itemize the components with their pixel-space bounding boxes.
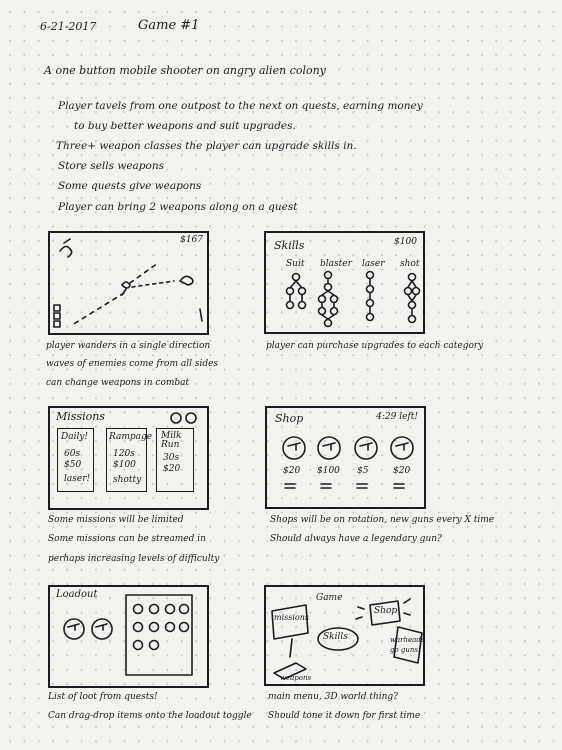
note-line: Three+ weapon classes the player can upgrade skills in.: [56, 140, 357, 152]
caption-line: Some missions will be limited: [48, 515, 184, 525]
currency-icon: [186, 413, 196, 423]
mission-card-name: Rampage: [109, 432, 153, 442]
game-scene-drawing: [50, 233, 211, 337]
loadout-drawing: [50, 587, 211, 690]
shop-price: $100: [317, 466, 340, 476]
warheads-sign: [394, 627, 422, 663]
caption-line: can change weapons in combat: [46, 378, 190, 388]
note-line: Player can bring 2 weapons along on a quest: [58, 201, 298, 213]
gun-icon: [283, 437, 305, 459]
game-screen-sketch: [48, 231, 209, 335]
caption-line: Shops will be on rotation, new guns every X time: [270, 515, 495, 525]
shop-price: $20: [393, 466, 411, 476]
tick-mark: [200, 309, 202, 321]
shot-line: [132, 281, 174, 287]
shop-timer: 4:29 left!: [376, 412, 418, 422]
mission-card-name: Milk Run: [161, 431, 182, 450]
caption-line: main menu, 3D world thing?: [268, 692, 399, 702]
mission-card-line: 30s: [163, 453, 180, 463]
mission-card: [106, 428, 153, 492]
world-guns-label: go guns!: [390, 646, 421, 654]
caption-line: waves of enemies come from all sides: [46, 359, 219, 369]
mission-card-line: $20: [163, 464, 181, 474]
world-shop-label: Shop: [374, 606, 398, 616]
gun-icon: [64, 619, 84, 639]
gun-icon: [391, 437, 413, 459]
caption-line: Should tone it down for first time: [268, 711, 421, 721]
missions-screen-sketch: [48, 406, 209, 510]
mission-card: [156, 428, 194, 492]
skill-tree-laser: [367, 272, 374, 321]
gun-icon: [355, 437, 377, 459]
mission-card-line: laser!: [64, 474, 91, 484]
money-label: $167: [180, 235, 203, 245]
weapon-slot-icon: [54, 313, 60, 319]
world-missions-label: missions: [274, 613, 309, 622]
note-line: to buy better weapons and suit upgrades.: [74, 120, 296, 132]
mission-card-line: $100: [113, 460, 136, 470]
shop-price: $5: [357, 466, 369, 476]
caption-line: player wanders in a single direction: [46, 341, 211, 351]
skill-column-label: laser: [362, 259, 385, 269]
shot-line: [72, 293, 124, 325]
world-game-label: Game: [316, 593, 343, 603]
note-line: Some quests give weapons: [58, 180, 202, 192]
caption-line: Can drag-drop items onto the loadout toggle: [48, 711, 252, 721]
caption-line: perhaps increasing levels of difficulty: [48, 554, 220, 564]
skill-trees-drawing: [266, 233, 427, 336]
page-subtitle: A one button mobile shooter on angry alien colony: [44, 64, 326, 77]
enemy-icon: [180, 276, 193, 285]
world-warheads-label: warheads: [390, 636, 425, 644]
mission-card-line: $50: [64, 460, 82, 470]
page-title: Game #1: [138, 18, 200, 33]
mission-card-line: 60s: [64, 449, 81, 459]
skill-tree-shot: [405, 274, 420, 323]
gun-icon: [318, 437, 340, 459]
currency-icon: [171, 413, 181, 423]
skills-title: Skills: [274, 239, 305, 252]
note-line: Player tavels from one outpost to the next on quests, earning money: [58, 100, 423, 112]
weapon-slot-icon: [54, 305, 60, 311]
caption-line: Some missions can be streamed in: [48, 534, 206, 544]
date-label: 6-21-2017: [40, 20, 97, 33]
shop-price: $20: [283, 466, 301, 476]
gun-icon: [92, 619, 112, 639]
skill-tree-blaster: [319, 272, 338, 327]
skill-tree-suit: [287, 274, 306, 309]
missions-title: Missions: [56, 410, 105, 423]
shop-screen-sketch: [265, 406, 426, 509]
note-line: Store sells weapons: [58, 160, 165, 172]
weapon-slot-icon: [54, 321, 60, 327]
loot-grid-frame: [126, 595, 192, 675]
shop-items-drawing: [267, 408, 428, 511]
stat-lines: [285, 484, 404, 488]
skills-screen-sketch: [264, 231, 425, 334]
enemy-icon: [60, 239, 72, 257]
loadout-title: Loadout: [56, 589, 98, 600]
money-label: $100: [394, 237, 417, 247]
mission-card-line: shotty: [113, 475, 142, 485]
loot-item-icons: [134, 605, 189, 650]
mission-card-name: Daily!: [61, 432, 89, 442]
caption-line: Should always have a legendary gun?: [270, 534, 442, 544]
caption-line: player can purchase upgrades to each category: [266, 341, 484, 351]
loadout-screen-sketch: [48, 585, 209, 688]
skill-column-label: shot: [400, 259, 420, 269]
shop-title: Shop: [275, 412, 304, 425]
skill-column-label: blaster: [320, 259, 352, 269]
skill-column-label: Suit: [286, 259, 305, 269]
shot-line: [130, 263, 158, 283]
mission-card-line: 120s: [113, 449, 135, 459]
world-weapons-label: weapons: [280, 674, 312, 682]
world-menu-sketch: [264, 585, 425, 686]
world-skills-label: Skills: [323, 632, 348, 642]
caption-line: List of loot from quests!: [48, 692, 158, 702]
mission-card: [57, 428, 94, 492]
